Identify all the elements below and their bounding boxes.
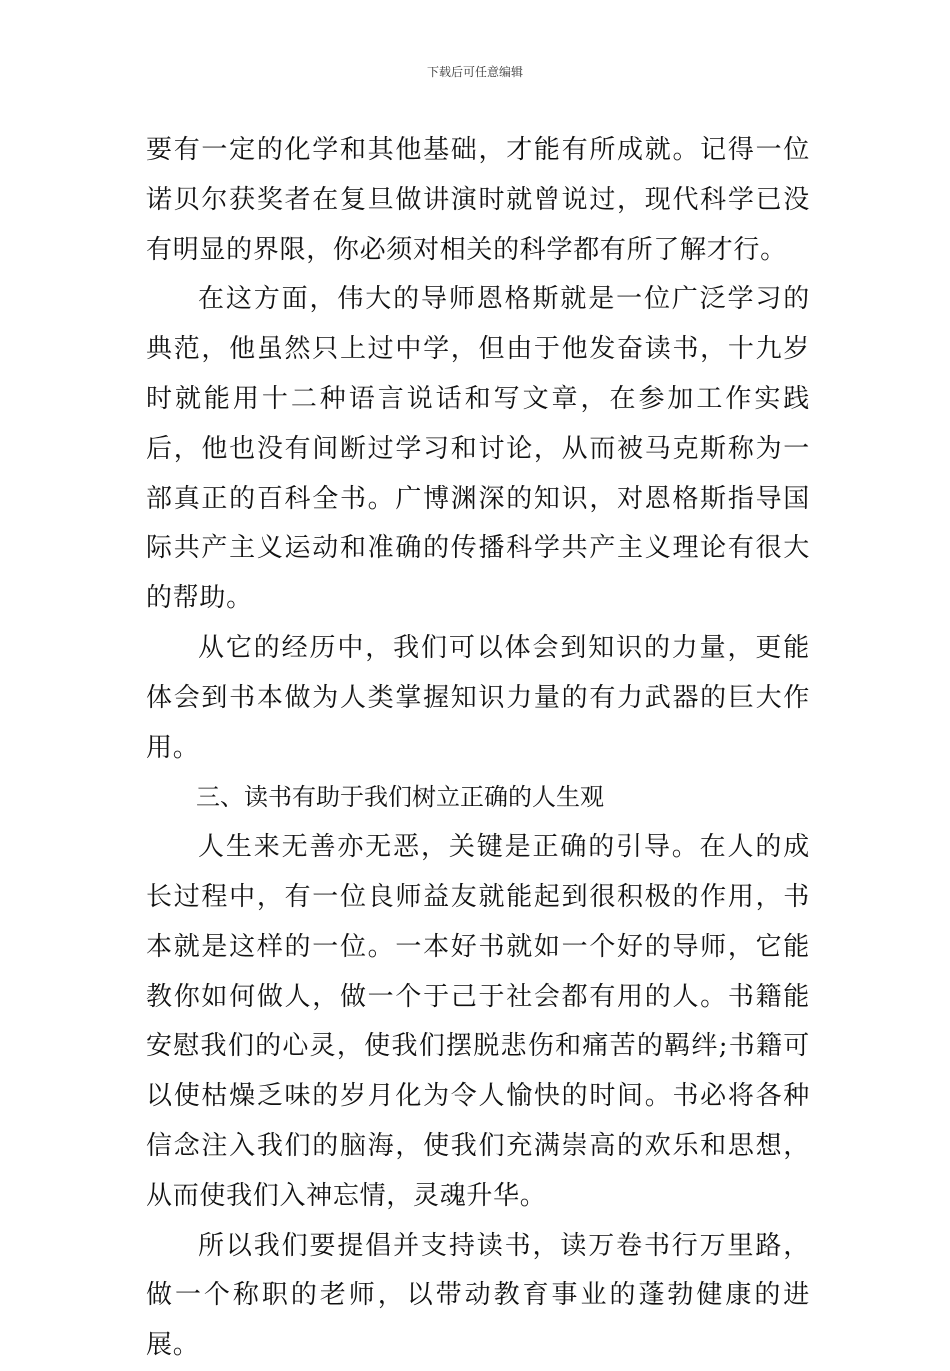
paragraph-conclusion: 所以我们要提倡并支持读书，读万卷书行万里路，做一个称职的老师，以带动教育事业的蓬勃健康的进展。 [146, 1230, 810, 1361]
section-heading: 三、读书有助于我们树立正确的人生观 [196, 783, 604, 812]
paragraph-life-view: 人生来无善亦无恶，关键是正确的引导。在人的成长过程中，有一位良师益友就能起到很积极的作用，书本就是这样的一位。一本好书就如一个好的导师，它能教你如何做人，做一个于己于社会都有用的人。书籍能安慰我们的心灵，使我们摆脱悲伤和痛苦的羁绊;书籍可以使枯燥乏味的岁月化为令人愉快的时间。书必将各种信念注入我们的脑海，使我们充满崇高的欢乐和思想，从而使我们入神忘情，灵魂升华。 [146, 832, 810, 1211]
page-header: 下载后可任意编辑 [426, 65, 523, 79]
paragraph-continuation: 要有一定的化学和其他基础，才能有所成就。记得一位诺贝尔获奖者在复旦做讲演时就曾说过，现代科学已没有明显的界限，你必须对相关的科学都有所了解才行。 [146, 135, 810, 265]
paragraph-knowledge-power: 从它的经历中，我们可以体会到知识的力量，更能体会到书本做为人类掌握知识力量的有力武器的巨大作用。 [146, 632, 810, 763]
paragraph-engels: 在这方面，伟大的导师恩格斯就是一位广泛学习的典范，他虽然只上过中学，但由于他发奋读书，十九岁时就能用十二种语言说话和写文章，在参加工作实践后，他也没有间断过学习和讨论，从而被马克斯称为一部真正的百科全书。广博渊深的知识，对恩格斯指导国际共产主义运动和准确的传播科学共产主义理论有很大的帮助。 [146, 284, 810, 614]
document-body [146, 126, 810, 1371]
